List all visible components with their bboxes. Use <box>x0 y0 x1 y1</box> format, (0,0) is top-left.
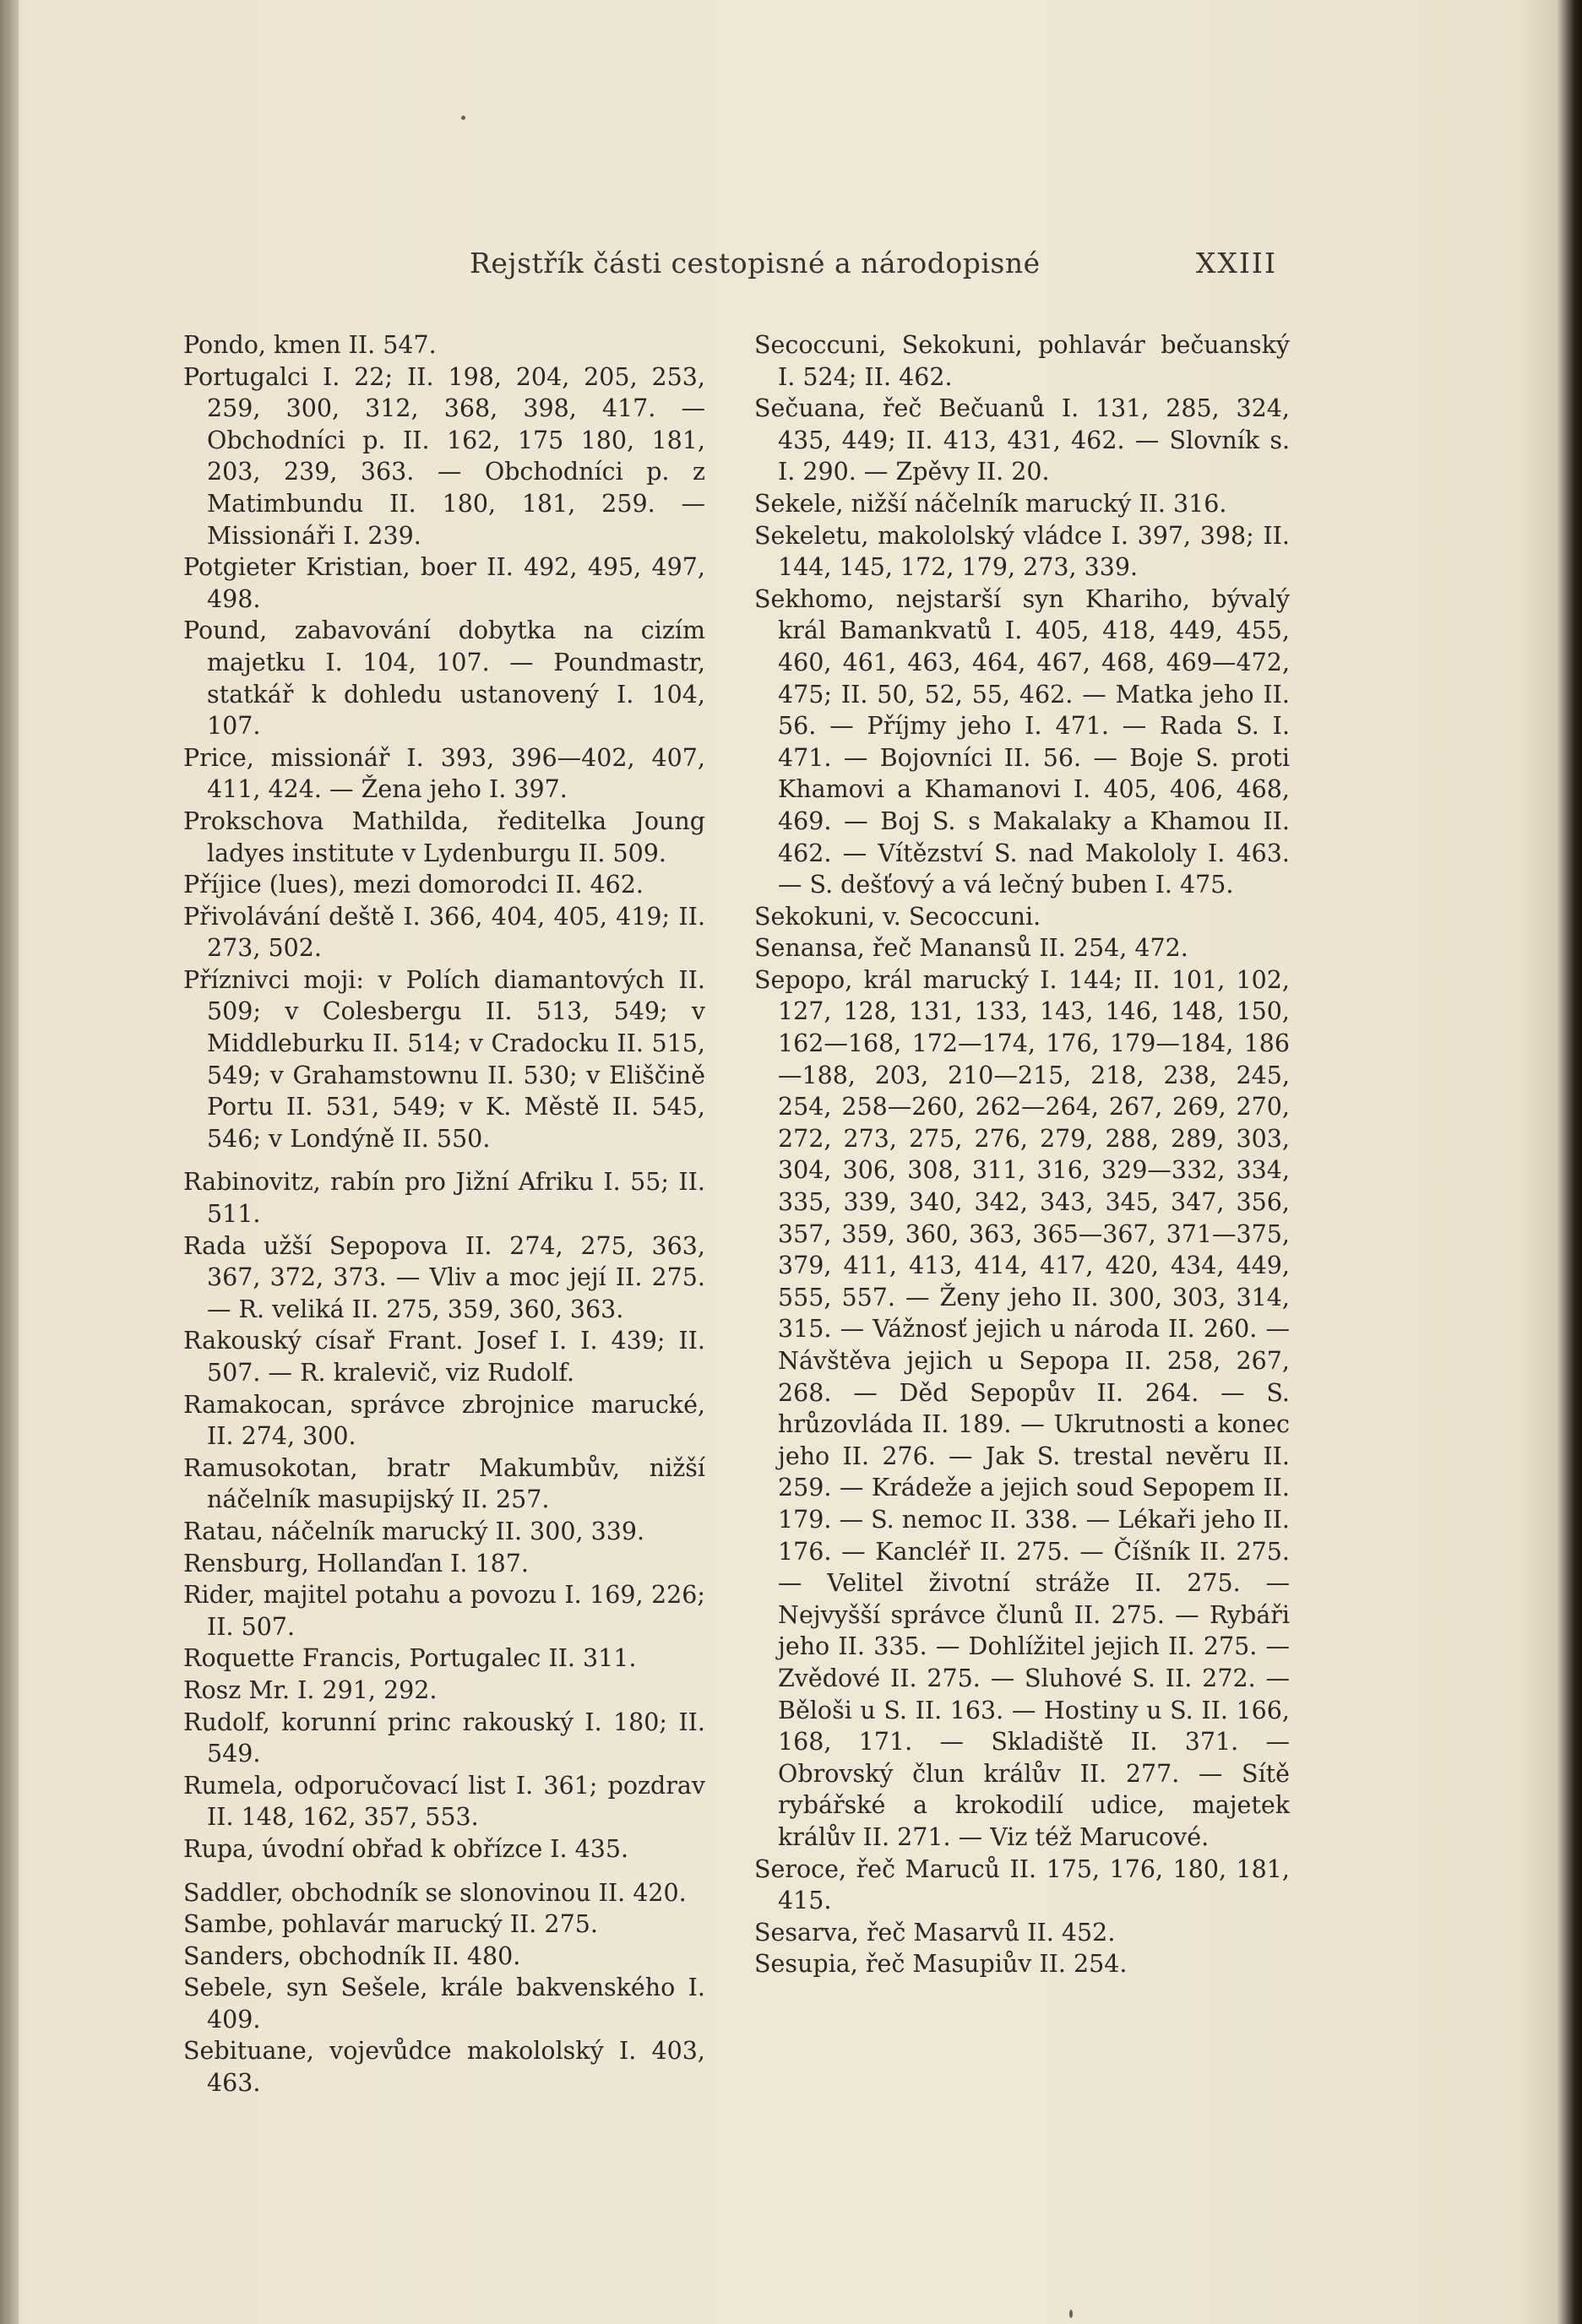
index-entry: Rupa, úvodní obřad k obřízce I. 435. <box>183 1834 629 1863</box>
index-entry: Seroce, řeč Maruců II. 175, 176, 180, 181, 415. <box>754 1854 1290 1915</box>
index-entry: Saddler, obchodník se slonovinou II. 420. <box>183 1878 687 1907</box>
index-entry: Příjice (lues), mezi domorodci II. 462. <box>183 871 644 899</box>
index-entry: Sesupia, řeč Masupiův II. 254. <box>754 1950 1128 1979</box>
index-entry: Potgieter Kristian, boer II. 492, 495, 497, 498. <box>183 553 705 613</box>
running-header <box>470 238 1277 289</box>
index-entry: Sekele, nižší náčelník marucký II. 316. <box>754 489 1227 518</box>
index-entry: Sanders, obchodník II. 480. <box>183 1941 521 1970</box>
index-column-right <box>754 329 1290 1980</box>
index-entry: Rada užší Sepopova II. 274, 275, 363, 367, 372, 373. — Vliv a moc její II. 275. — R. veliká II. 275, 359, 360, 363. <box>183 1231 705 1323</box>
index-entry: Secoccuni, Sekokuni, pohlavár bečuanský I. 524; II. 462. <box>754 331 1290 391</box>
running-title: Rejstřík části cestopisné a národopisné <box>470 247 1041 280</box>
index-entry: Sekokuni, v. Secoccuni. <box>754 902 1041 931</box>
index-entry: Sebituane, vojevůdce makololský I. 403, 463. <box>183 2037 705 2098</box>
index-entry: Rider, majitel potahu a povozu I. 169, 226; II. 507. <box>183 1581 705 1641</box>
index-entry: Sekeletu, makololský vládce I. 397, 398; II. 144, 145, 172, 179, 273, 339. <box>754 521 1290 582</box>
index-entry: Příznivci moji: v Polích diamantových II. 509; v Colesbergu II. 513, 549; v Middleburku II. 514; v Cradocku II. 515, 549; v Grahamstownu II. 530; v Eliščině Portu II. 531, 549; v K. Městě II. 545, 546; v Londýně II. 550. <box>183 965 705 1153</box>
index-column-left <box>183 329 705 2099</box>
index-entry: Senansa, řeč Manansů II. 254, 472. <box>754 934 1188 963</box>
index-entry: Pondo, kmen II. 547. <box>183 331 437 359</box>
index-entry: Prokschova Mathilda, ředitelka Joung ladyes institute v Lydenburgu II. 509. <box>183 806 705 867</box>
index-entry: Rakouský císař Frant. Josef I. I. 439; II. 507. — R. kralevič, viz Rudolf. <box>183 1327 705 1387</box>
index-entry: Portugalci I. 22; II. 198, 204, 205, 253, 259, 300, 312, 368, 398, 417. — Obchodníci p. II. 162, 175 180, 181, 203, 239, 363. — Obchodníci p. z Matimbundu II. 180, 181, 259. — Missionáři I. 239. <box>183 362 705 550</box>
ink-speck <box>1069 2310 1073 2318</box>
index-entry: Sečuana, řeč Bečuanů I. 131, 285, 324, 435, 449; II. 413, 431, 462. — Slovník s. I. 290. — Zpěvy II. 20. <box>754 394 1290 486</box>
index-entry: Sebele, syn Sešele, krále bakvenského I. 409. <box>183 1974 705 2033</box>
index-entry: Ratau, náčelník marucký II. 300, 339. <box>183 1517 645 1545</box>
index-entry: Roquette Francis, Portugalec II. 311. <box>183 1644 637 1673</box>
index-entry: Rosz Mr. I. 291, 292. <box>183 1675 438 1704</box>
ink-speck <box>461 116 465 120</box>
index-entry: Sekhomo, nejstarší syn Khariho, bývalý král Bamankvatů I. 405, 418, 449, 455, 460, 461, 463, 464, 467, 468, 469—472, 475; II. 50, 52, 55, 462. — Matka jeho II. 56. — Příjmy jeho I. 471. — Rada S. I. 471. — Bojovníci II. 56. — Boje S. proti Khamovi a Khamanovi I. 405, 406, 468, 469. — Boj S. s Makalaky a Khamou II. 462. — Vítězství S. nad Makololy I. 463. — S. dešťový a vá lečný buben I. 475. <box>754 584 1290 899</box>
index-entry: Ramakocan, správce zbrojnice marucké, II. 274, 300. <box>183 1390 705 1451</box>
index-entry: Pound, zabavování dobytka na cizím majetku I. 104, 107. — Poundmastr, statkář k dohledu ustanovený I. 104, 107. <box>183 616 705 741</box>
index-entry: Rabinovitz, rabín pro Jižní Afriku I. 55; II. 511. <box>183 1168 705 1229</box>
index-entry: Price, missionář I. 393, 396—402, 407, 411, 424. — Žena jeho I. 397. <box>183 743 705 804</box>
index-entry: Přivolávání deště I. 366, 404, 405, 419; II. 273, 502. <box>183 902 705 963</box>
index-entry: Rudolf, korunní princ rakouský I. 180; II. 549. <box>183 1708 705 1768</box>
index-entry: Sambe, pohlavár marucký II. 275. <box>183 1910 598 1939</box>
index-entry: Sepopo, král marucký I. 144; II. 101, 102, 127, 128, 131, 133, 143, 146, 148, 150, 162—168, 172—174, 176, 179—184, 186—188, 203, 210—215, 218, 238, 245, 254, 258—260, 262—264, 267, 269, 270, 272, 273, 275, 276, 279, 288, 289, 303, 304, 306, 308, 311, 316, 329—332, 334, 335, 339, 340, 342, 343, 345, 347, 356, 357, 359, 360, 363, 365—367, 371—375, 379, 411, 413, 414, 417, 420, 434, 449, 555, 557. — Ženy jeho II. 300, 303, 314, 315. — Vážnosť jejich u národa II. 260. — Návštěva jejich u Sepopa II. 258, 267, 268. — Děd Sepopův II. 264. — S. hrůzovláda II. 189. — Ukrutnosti a konec jeho II. 276. — Jak S. trestal nevěru II. 259. — Krádeže a jejich soud Sepopem II. 179. — S. nemoc II. 338. — Lékaři jeho II. 176. — Kancléř II. 275. — Číšník II. 275. — Velitel životní stráže II. 275. — Nejvyšší správce člunů II. 275. — Rybáři jeho II. 335. — Dohlížitel jejich II. 275. — Zvědové II. 275. — Sluhové S. II. 272. — Běloši u S. II. 163. — Hostiny u S. II. 166, 168, 171. — Skladiště II. 371. — Obrovský člun králův II. 277. — Sítě rybářské a krokodilí udice, majetek králův II. 271. — Viz též Marucové. <box>754 965 1290 1851</box>
index-entry: Rumela, odporučovací list I. 361; pozdrav II. 148, 162, 357, 553. <box>183 1771 705 1832</box>
page-number: XXIII <box>1195 247 1277 280</box>
index-entry: Sesarva, řeč Masarvů II. 452. <box>754 1918 1116 1947</box>
index-entry: Ramusokotan, bratr Makumbův, nižší náčelník masupijský II. 257. <box>183 1453 705 1514</box>
index-entry: Rensburg, Hollanďan I. 187. <box>183 1549 529 1577</box>
